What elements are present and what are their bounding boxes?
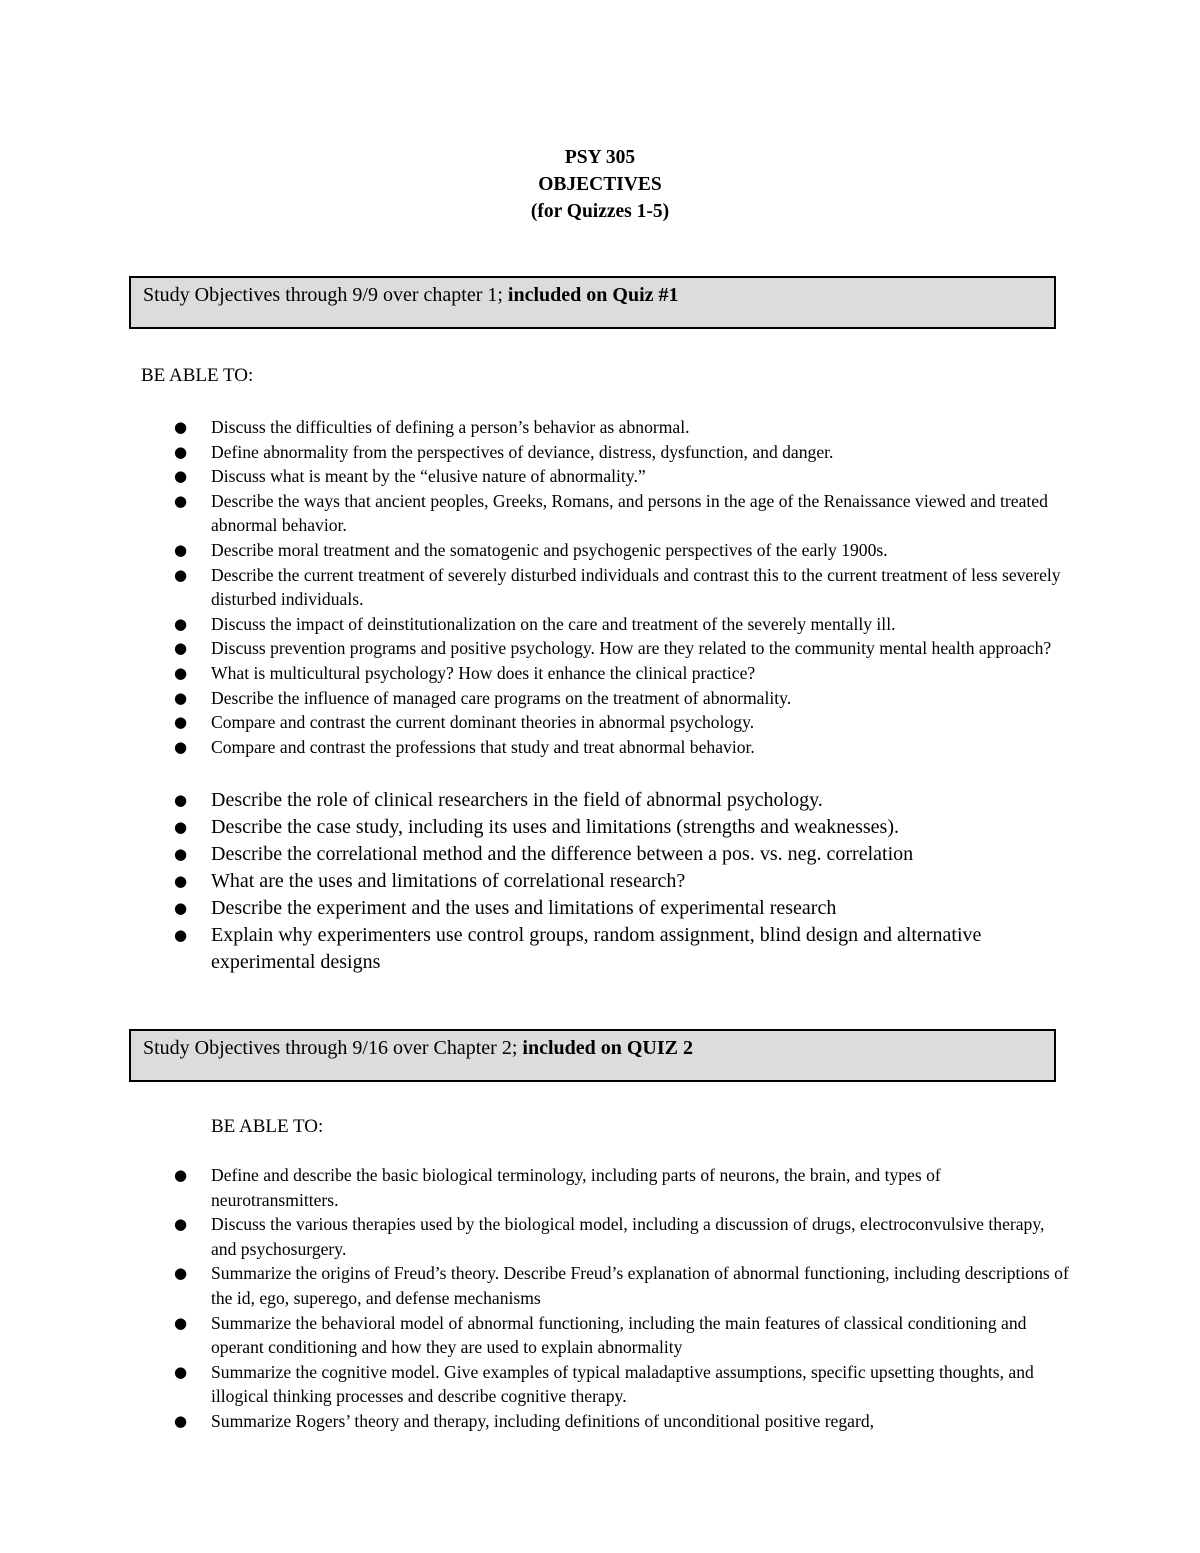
section-2-objective-item <box>170 1360 1070 1409</box>
section-1-research-objective-item <box>170 787 1070 814</box>
section-1-objective-item-text: Discuss prevention programs and positive psychology. How are they related to the community mental health approach? <box>211 638 1052 659</box>
section-1-objective-item <box>170 686 1070 711</box>
section-2-objective-item <box>170 1212 1070 1261</box>
section-1-research-objective-item <box>170 814 1070 841</box>
section-1-objective-item-text: Compare and contrast the current dominant theories in abnormal psychology. <box>211 712 755 733</box>
bullet-icon: ● <box>174 818 188 836</box>
bullet-icon: ● <box>174 639 188 658</box>
section-1-objective-item-text: Describe the current treatment of severely disturbed individuals and contrast this to the current treatment of less severely disturbed individuals. <box>211 564 1061 610</box>
course-code: PSY 305 <box>564 147 636 168</box>
section-1-research-objective-item-text: Describe the experiment and the uses and limitations of experimental research <box>211 897 837 919</box>
section-2-objective-item <box>170 1409 1070 1434</box>
bullet-icon: ● <box>174 418 188 436</box>
section-1-research-objective-item <box>170 895 1070 922</box>
bullet-icon: ● <box>174 926 188 944</box>
section-1-objective-item <box>170 612 1070 637</box>
section-2-header-text: Study Objectives through 9/16 over Chapter 2; <box>143 1037 523 1059</box>
page-heading: OBJECTIVES <box>538 174 662 195</box>
section-1-research-objective-item-text: Describe the case study, including its uses and limitations (strengths and weaknesses). <box>211 816 899 838</box>
section-1-objective-item-text: What is multicultural psychology? How does it enhance the clinical practice? <box>211 662 756 683</box>
section-1-objective-item-text: Define abnormality from the perspectives of deviance, distress, dysfunction, and danger. <box>211 441 834 462</box>
section-2-header-quiz: included on QUIZ 2 <box>522 1037 693 1059</box>
bullet-icon: ● <box>174 663 188 682</box>
section-1-objective-item <box>170 440 1070 465</box>
section-2-objective-item-text: Summarize Rogers’ theory and therapy, including definitions of unconditional positive regard, <box>211 1410 875 1431</box>
section-1-research-objective-item <box>170 868 1070 895</box>
section-1-objective-item <box>170 415 1070 440</box>
section-2-objective-item-text: Define and describe the basic biological terminology, including parts of neurons, the brain, and types of neurotransmitters. <box>211 1165 941 1210</box>
bullet-icon: ● <box>174 791 188 809</box>
section-1-research-objective-item <box>170 922 1070 976</box>
bullet-icon: ● <box>174 1313 188 1332</box>
section-2-objective-item-text: Summarize the cognitive model. Give examples of typical maladaptive assumptions, specific upsetting thoughts, and illogical thinking processes and describe cognitive therapy. <box>211 1361 1034 1407</box>
bullet-icon: ● <box>174 442 188 461</box>
bullet-icon: ● <box>174 872 188 890</box>
bullet-icon: ● <box>174 1166 188 1184</box>
bullet-icon: ● <box>174 1411 188 1430</box>
bullet-icon: ● <box>174 467 188 486</box>
section-1-objectives-list <box>170 415 1070 759</box>
section-2-objective-item-text: Summarize the origins of Freud’s theory. Describe Freud’s explanation of abnormal functioning, including descriptions of the id, ego, superego, and defense mechanisms <box>211 1263 1069 1308</box>
bullet-icon: ● <box>174 565 188 584</box>
section-2-objective-item-text: Summarize the behavioral model of abnormal functioning, including the main features of classical conditioning and operant conditioning and how they are used to explain abnormality <box>211 1312 1027 1358</box>
section-1-header-text: Study Objectives through 9/9 over chapter 1; <box>143 284 508 306</box>
bullet-icon: ● <box>174 1215 188 1234</box>
section-1-objective-item <box>170 636 1070 661</box>
section-1-objective-item <box>170 464 1070 489</box>
section-1-objective-item-text: Discuss what is meant by the “elusive nature of abnormality.” <box>211 466 646 487</box>
section-1-header-quiz: included on Quiz #1 <box>507 284 679 306</box>
section-1-research-objectives-list <box>170 787 1070 976</box>
section-2-header <box>129 1029 1056 1082</box>
section-1-objective-item-text: Compare and contrast the professions that study and treat abnormal behavior. <box>211 736 755 757</box>
section-1-research-objective-item-text: Explain why experimenters use control groups, random assignment, blind design and alternative experimental designs <box>211 924 982 973</box>
section-2-be-able: BE ABLE TO: <box>211 1116 324 1137</box>
section-2-objective-item <box>170 1163 1070 1212</box>
bullet-icon: ● <box>174 688 188 707</box>
section-1-header <box>129 276 1056 329</box>
section-1-objective-item <box>170 735 1070 760</box>
bullet-icon: ● <box>174 1362 188 1381</box>
bullet-icon: ● <box>174 614 188 633</box>
bullet-icon: ● <box>174 540 188 559</box>
section-2-objective-item <box>170 1311 1070 1360</box>
section-1-objective-item <box>170 710 1070 735</box>
section-1-objective-item-text: Describe the ways that ancient peoples, Greeks, Romans, and persons in the age of the Renaissance viewed and treated abnormal behavior. <box>211 490 1048 536</box>
bullet-icon: ● <box>174 1264 188 1283</box>
section-1-research-objective-item-text: Describe the correlational method and the difference between a pos. vs. neg. correlation <box>211 843 914 865</box>
section-2-objective-item <box>170 1261 1070 1310</box>
section-1-objective-item-text: Discuss the difficulties of defining a person’s behavior as abnormal. <box>211 417 690 437</box>
section-1-research-objective-item <box>170 841 1070 868</box>
section-1-objective-item <box>170 563 1070 612</box>
section-1-objective-item-text: Describe the influence of managed care programs on the treatment of abnormality. <box>211 687 792 708</box>
section-1-objective-item-text: Discuss the impact of deinstitutionalization on the care and treatment of the severely mentally ill. <box>211 613 896 634</box>
bullet-icon: ● <box>174 713 188 732</box>
document-title <box>0 144 1200 225</box>
bullet-icon: ● <box>174 737 188 756</box>
bullet-icon: ● <box>174 491 188 510</box>
section-1-objective-item <box>170 661 1070 686</box>
section-1-objective-item <box>170 538 1070 563</box>
section-2-objectives-list <box>170 1163 1070 1434</box>
bullet-icon: ● <box>174 899 188 917</box>
section-1-objective-item <box>170 489 1070 538</box>
section-2-objective-item-text: Discuss the various therapies used by the biological model, including a discussion of drugs, electroconvulsive therapy, and psychosurgery. <box>211 1214 1045 1259</box>
section-1-research-objective-item-text: What are the uses and limitations of correlational research? <box>211 870 686 892</box>
page-subheading: (for Quizzes 1-5) <box>530 201 670 222</box>
bullet-icon: ● <box>174 845 188 863</box>
section-1-research-objective-item-text: Describe the role of clinical researchers in the field of abnormal psychology. <box>211 789 823 811</box>
section-1-be-able: BE ABLE TO: <box>141 365 254 386</box>
section-1-objective-item-text: Describe moral treatment and the somatogenic and psychogenic perspectives of the early 1900s. <box>211 539 888 560</box>
